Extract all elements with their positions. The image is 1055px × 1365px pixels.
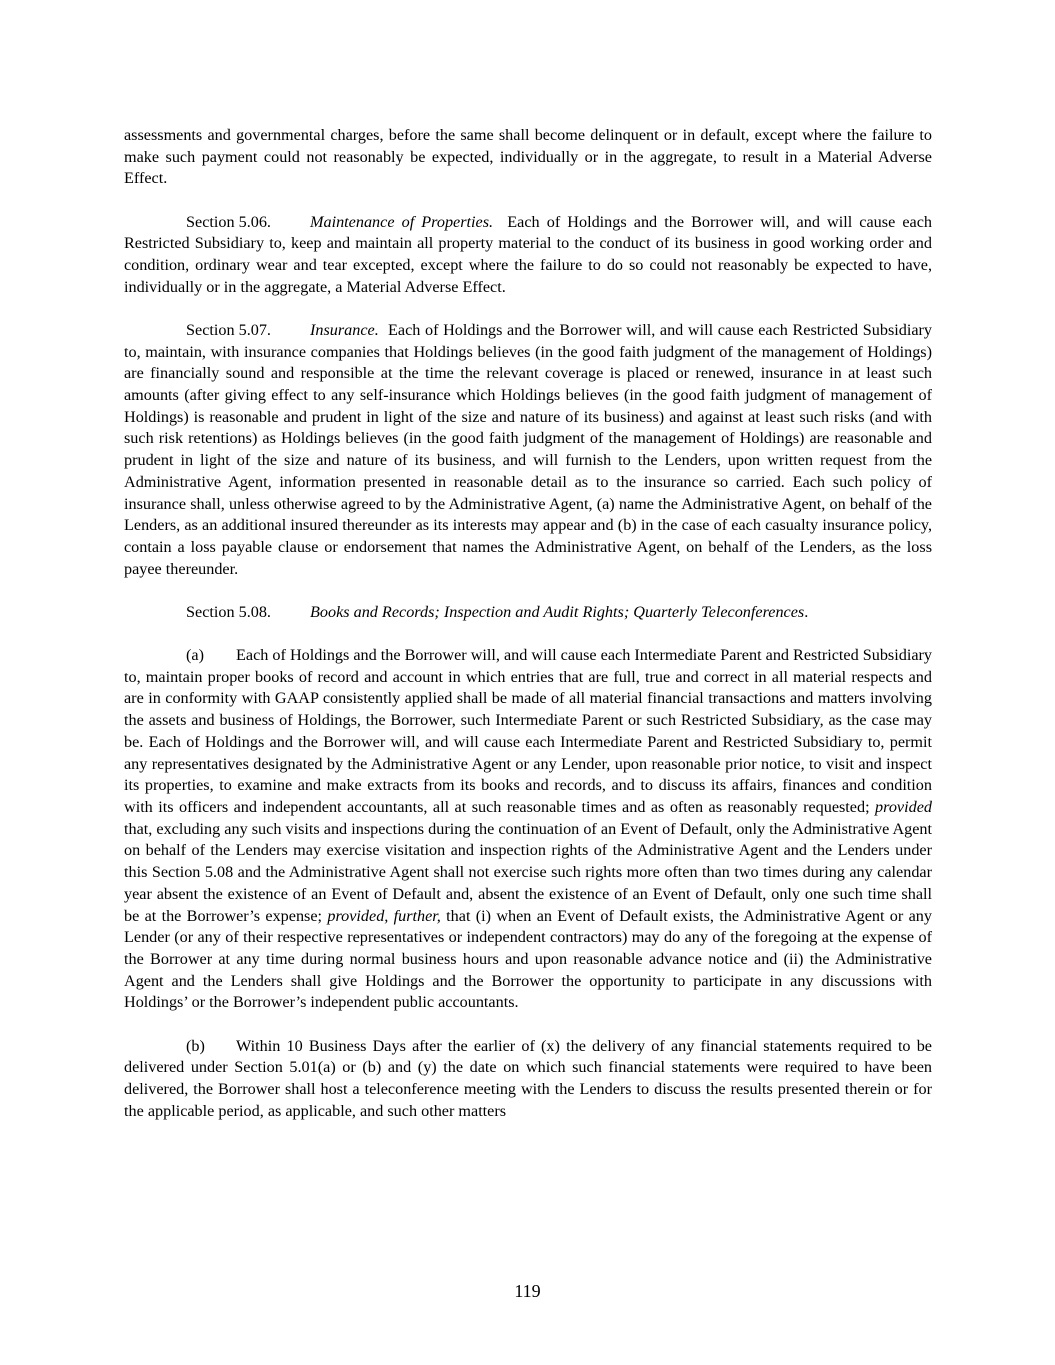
section-number: Section 5.06.	[186, 212, 271, 231]
proviso-term: provided, further,	[327, 906, 441, 925]
document-page	[124, 125, 932, 1144]
subsection-b	[124, 1036, 932, 1123]
paragraph-continued: assessments and governmental charges, before the same shall become delinquent or in default, except where the failure to make such payment could not reasonably be expected, individually or in the aggregate, to result in a Material Adverse Effect.	[124, 126, 932, 188]
subsection-text: Within 10 Business Days after the earlier of (x) the delivery of any financial statements required to be delivered under Section 5.01(a) or (b) and (y) the date on which such financial statements were required to have been delivered, the Borrower shall host a teleconference meeting with the Lenders to discuss the results presented therein or for the applicable period, as applicable, and such other matters	[124, 1036, 932, 1120]
subsection-label: (b)	[186, 1036, 205, 1055]
section-number: Section 5.07.	[186, 320, 271, 339]
subsection-text-part-2: that, excluding any such visits and inspections during the continuation of an Event of Default, only the Administrative Agent on behalf of the Lenders may exercise visitation and inspection rights of the Administrative Agent and the Lenders under this Section 5.08 and the Administrative Agent shall not exercise such rights more often than two times during any calendar year absent the existence of an Event of Default and, absent the existence of an Event of Default, only one such time shall be at the Borrower’s expense;	[124, 819, 932, 925]
subsection-label: (a)	[186, 646, 204, 665]
subsection-a	[124, 645, 932, 1014]
section-text: Each of Holdings and the Borrower will, and will cause each Restricted Subsidiary to, maintain, with insurance companies that Holdings believes (in the good faith judgment of the management of Holdings) are financially sound and responsible at the time the relevant coverage is placed or renewed, insurance in at least such amounts (after giving effect to any self-insurance which Holdings believes (in the good faith judgment of management of Holdings) is reasonable and prudent in light of the size and nature of its business) and against at least such risks (and with such risk retentions) as Holdings believes (in the good faith judgment of the management of Holdings) are reasonable and prudent in light of the size and nature of its business, and will furnish to the Lenders, upon written request from the Administrative Agent, information presented in reasonable detail as to the insurance so carried. Each such policy of insurance shall, unless otherwise agreed to by the Administrative Agent, (a) name the Administrative Agent, on behalf of the Lenders, as an additional insured thereunder as its interests may appear and (b) in the case of each casualty insurance policy, contain a loss payable clause or endorsement that names the Administrative Agent, on behalf of the Lenders, as the loss payee thereunder.	[124, 320, 932, 578]
proviso-term: provided	[875, 797, 932, 816]
section-5-06	[124, 212, 932, 299]
section-number: Section 5.08.	[186, 602, 271, 621]
section-text: Each of Holdings and the Borrower will, and will cause each Restricted Subsidiary to, keep and maintain all property material to the conduct of its business in good working order and condition, ordinary wear and tear excepted, except where the failure to do so could not reasonably be expected to have, individually or in the aggregate, a Material Adverse Effect.	[124, 212, 932, 296]
subsection-text-part-1: Each of Holdings and the Borrower will, and will cause each Intermediate Parent and Restricted Subsidiary to, maintain proper books of record and account in which entries that are full, true and correct in all material respects and are in conformity with GAAP consistently applied shall be made of all material financial transactions and matters involving the assets and business of Holdings, the Borrower, such Intermediate Parent or such Restricted Subsidiary, as the case may be. Each of Holdings and the Borrower will, and will cause each Intermediate Parent and Restricted Subsidiary to, permit any representatives designated by the Administrative Agent or any Lender, upon reasonable prior notice, to visit and inspect its properties, to examine and make extracts from its books and records, and to discuss its affairs, finances and condition with its officers and independent accountants, all at such reasonable times and as often as reasonably requested;	[124, 646, 932, 816]
page-number: 119	[514, 1281, 541, 1301]
section-heading-period: .	[804, 602, 809, 621]
subsection-text-part-3: that (i) when an Event of Default exists, the Administrative Agent or any Lender (or any of their respective representatives or independent contractors) may do any of the foregoing at the expense of the Borrower at any time during normal business hours and upon reasonable advance notice and (ii) the Administrative Agent and the Lenders shall give Holdings and the Borrower the opportunity to participate in any discussions with Holdings’ or the Borrower’s independent public accountants.	[124, 906, 932, 1012]
section-5-08	[124, 602, 932, 624]
section-heading: Insurance.	[310, 320, 379, 339]
section-heading: Books and Records; Inspection and Audit Rights; Quarterly Teleconferences	[310, 602, 805, 621]
section-heading: Maintenance of Properties.	[310, 212, 494, 231]
section-5-07	[124, 320, 932, 580]
